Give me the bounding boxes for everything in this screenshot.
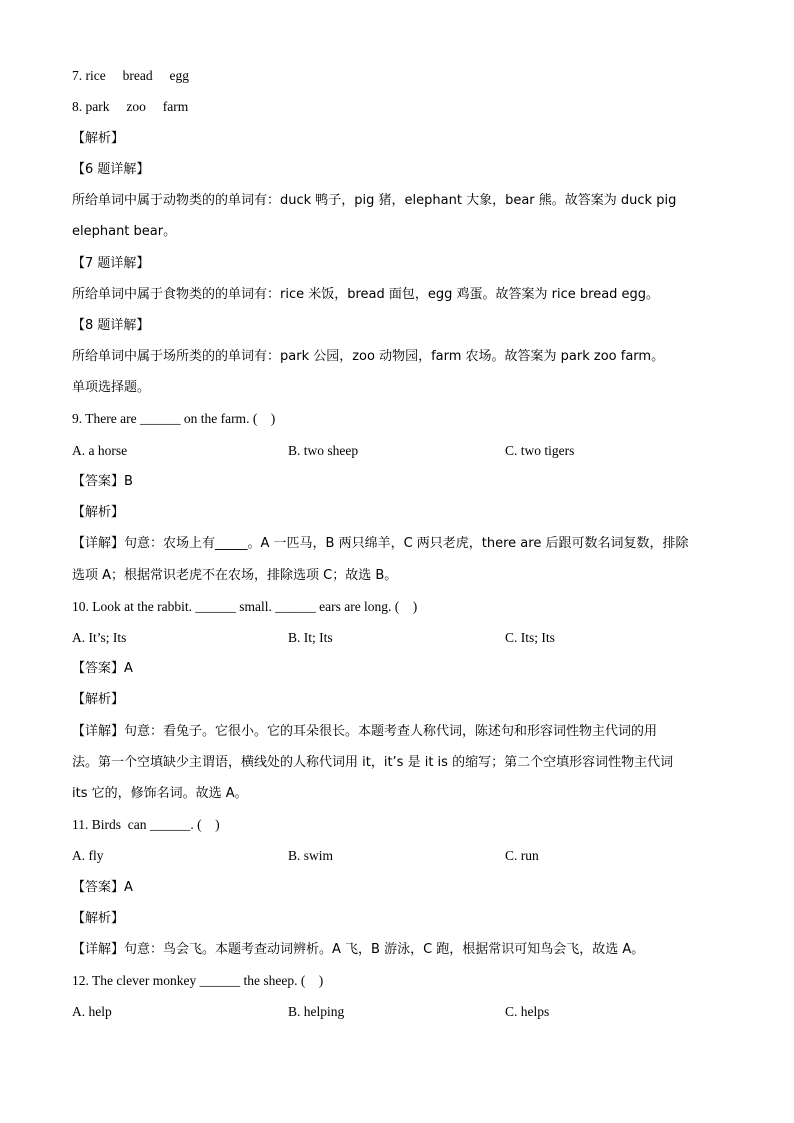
question-10: 10. Look at the rabbit. ______ small. ______ ears are long. ( ) [72, 599, 418, 614]
q9-option-b: B. two sheep [288, 443, 359, 458]
question-9: 9. There are ______ on the farm. ( ) [72, 411, 276, 426]
q6-detail-line-1: 所给单词中属于动物类的的单词有：duck 鸭子，pig 猪，elephant 大象，bear 熊。故答案为 duck pig [72, 193, 677, 208]
q9-option-a: A. a horse [72, 443, 128, 458]
q11-option-c: C. run [505, 848, 539, 863]
q10-option-a: A. It’s; Its [72, 630, 127, 645]
q7-detail-heading: 【7 题详解】 [72, 256, 150, 271]
q9-detail-line-1: 【详解】句意：农场上有_____。A 一匹马，B 两只绵羊，C 两只老虎，there are 后跟可数名词复数，排除 [72, 536, 689, 551]
q11-answer: 【答案】A [72, 880, 133, 895]
q9-answer: 【答案】B [72, 474, 133, 489]
q10-detail-line-1: 【详解】句意：看兔子。它很小。它的耳朵很长。本题考查人称代词，陈述句和形容词性物主代词的用 [72, 724, 658, 739]
q10-option-b: B. It; Its [288, 630, 333, 645]
q10-detail-line-3: its 它的，修饰名词。故选 A。 [72, 786, 248, 801]
q9-option-c: C. two tigers [505, 443, 575, 458]
q11-detail-line-1: 【详解】句意：鸟会飞。本题考查动词辨析。A 飞，B 游泳，C 跑，根据常识可知鸟会飞，故选 A。 [72, 942, 645, 957]
q11-option-a: A. fly [72, 848, 104, 863]
q12-option-c: C. helps [505, 1004, 550, 1019]
question-12: 12. The clever monkey ______ the sheep. ( ) [72, 973, 324, 988]
question-11: 11. Birds can ______. ( ) [72, 817, 220, 832]
q12-option-b: B. helping [288, 1004, 345, 1019]
q9-analysis-heading: 【解析】 [72, 505, 125, 520]
section-heading-single-choice: 单项选择题。 [72, 380, 151, 395]
q10-answer: 【答案】A [72, 661, 133, 676]
q11-option-b: B. swim [288, 848, 334, 863]
q6-detail-line-2: elephant bear。 [72, 224, 177, 239]
q11-analysis-heading: 【解析】 [72, 911, 125, 926]
question-8-words: 8. park zoo farm [72, 99, 189, 114]
q7-detail-line-1: 所给单词中属于食物类的的单词有：rice 米饭，bread 面包，egg 鸡蛋。故答案为 rice bread egg。 [72, 287, 660, 302]
q10-detail-line-2: 法。第一个空填缺少主谓语，横线处的人称代词用 it，it’s 是 it is 的缩写；第二个空填形容词性物主代词 [72, 755, 674, 770]
q12-option-a: A. help [72, 1004, 112, 1019]
q8-detail-line-1: 所给单词中属于场所类的的单词有：park 公园，zoo 动物园，farm 农场。故答案为 park zoo farm。 [72, 349, 665, 364]
analysis-heading: 【解析】 [72, 131, 125, 146]
q10-analysis-heading: 【解析】 [72, 692, 125, 707]
q10-option-c: C. Its; Its [505, 630, 555, 645]
q9-detail-line-2: 选项 A；根据常识老虎不在农场，排除选项 C；故选 B。 [72, 568, 398, 583]
q6-detail-heading: 【6 题详解】 [72, 162, 150, 177]
q8-detail-heading: 【8 题详解】 [72, 318, 150, 333]
question-7-words: 7. rice bread egg [72, 68, 189, 83]
